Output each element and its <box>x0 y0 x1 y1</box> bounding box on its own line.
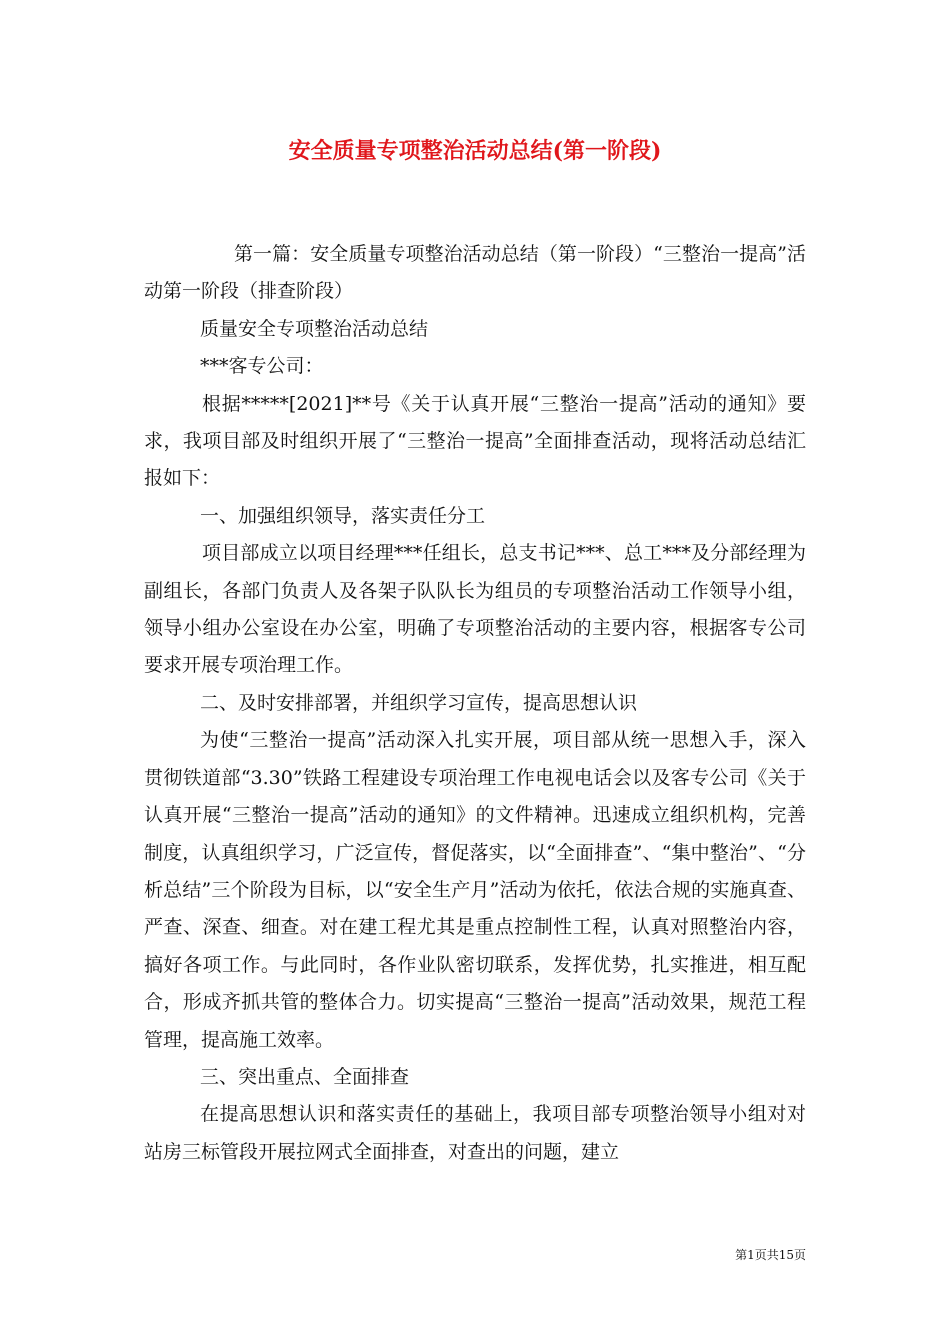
paragraph-5: 项目部成立以项目经理***任组长，总支书记***、总工***及分部经理为副组长，各部门负责人及各架子队队长为组员的专项整治活动工作领导小组，领导小组办公室设在办公室，明确了专项整治活动的主要内容，根据客专公司要求开展专项治理工作。 <box>144 542 806 677</box>
page-number: 第1页共15页 <box>735 1248 806 1262</box>
paragraph-3: ***客专公司： <box>200 355 324 378</box>
section-heading-1: 一、加强组织领导，落实责任分工 <box>200 504 486 527</box>
paragraph-1: 第一篇：安全质量专项整治活动总结（第一阶段）“三整治一提高”活动第一阶段（排查阶段） <box>144 243 806 303</box>
paragraph-6: 为使“三整治一提高”活动深入扎实开展，项目部从统一思想入手，深入贯彻铁道部“3.30”铁路工程建设专项治理工作电视电话会以及客专公司《关于认真开展“三整治一提高”活动的通知》的文件精神。迅速成立组织机构，完善制度，认真组织学习，广泛宣传，督促落实，以“全面排查”、“集中整治”、“分析总结”三个阶段为目标，以“安全生产月”活动为依托，依法合规的实施真查、严查、深查、细查。对在建工程尤其是重点控制性工程，认真对照整治内容，搞好各项工作。与此同时，各作业队密切联系，发挥优势，扎实推进，相互配合，形成齐抓共管的整体合力。切实提高“三整治一提高”活动效果，规范工程管理，提高施工效率。 <box>144 729 806 1051</box>
paragraph-2: 质量安全专项整治活动总结 <box>200 317 429 340</box>
section-heading-3: 三、突出重点、全面排查 <box>200 1065 410 1088</box>
section-heading-2: 二、及时安排部署，并组织学习宣传，提高思想认识 <box>200 691 638 714</box>
document-title: 安全质量专项整治活动总结(第一阶段) <box>288 138 662 164</box>
paragraph-4: 根据*****[2021]**号《关于认真开展“三整治一提高”活动的通知》要求，我项目部及时组织开展了“三整治一提高”全面排查活动，现将活动总结汇报如下： <box>144 392 806 490</box>
document-body <box>144 236 806 1171</box>
paragraph-7: 在提高思想认识和落实责任的基础上，我项目部专项整治领导小组对对站房三标管段开展拉网式全面排查，对查出的问题，建立 <box>144 1103 806 1163</box>
